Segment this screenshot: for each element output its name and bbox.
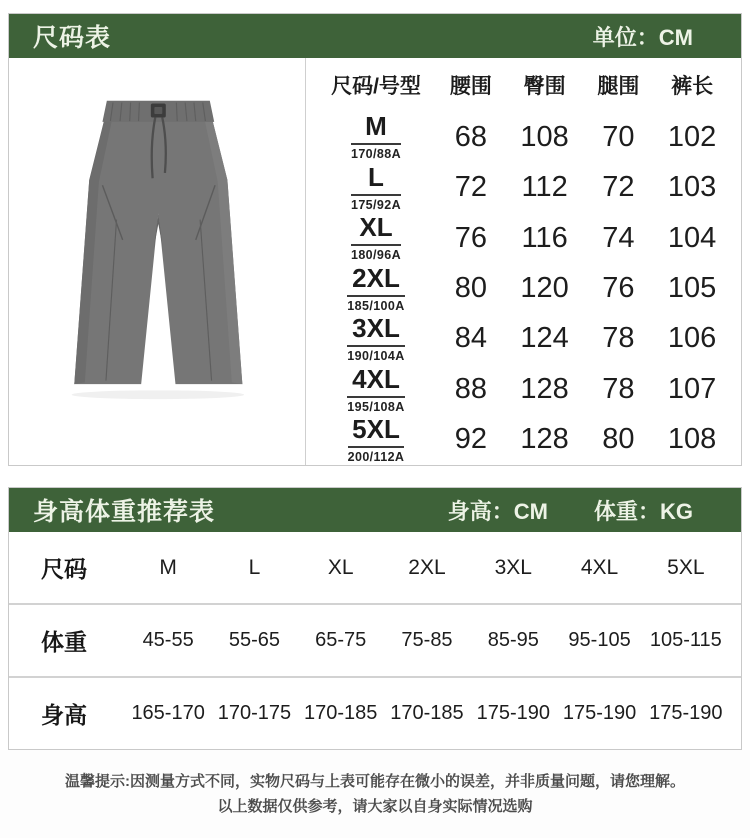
size-chart-title: 尺码表	[33, 24, 112, 52]
leg-value: 78	[602, 372, 635, 405]
hip-value: 124	[520, 322, 569, 355]
size-cell: $\frac{M}{170/88A}$	[350, 111, 402, 162]
waist-value: 84	[454, 322, 487, 355]
size-value: 4XL	[580, 555, 619, 579]
size-value: 3XL	[494, 555, 532, 579]
size-cell: $\frac{2XL}{185/100A}$	[347, 262, 405, 313]
length-value: 104	[667, 221, 717, 254]
leg-value: 76	[602, 271, 635, 304]
leg-value: 72	[602, 171, 635, 204]
height-unit-label: 身高：CM	[447, 498, 548, 524]
hip-value: 116	[521, 221, 568, 254]
weight-range: 75-85	[401, 629, 453, 651]
height-range: 170-175	[217, 702, 292, 724]
size-table-col-leg: 腿围	[597, 75, 640, 98]
length-value: 108	[667, 423, 717, 456]
size-chart-card	[8, 13, 742, 466]
size-cell: $\frac{XL}{180/96A}$	[350, 212, 402, 263]
weight-range: 105-115	[649, 629, 722, 651]
leg-value: 78	[602, 322, 635, 355]
length-value: 102	[667, 120, 717, 153]
waist-value: 88	[454, 372, 487, 405]
size-value: 5XL	[667, 555, 705, 579]
height-range: 170-185	[390, 702, 464, 724]
size-table-col-size: 尺码/号型	[331, 75, 421, 98]
weight-range: 55-65	[228, 629, 280, 651]
disclaimer	[0, 750, 750, 838]
height-range: 170-185	[304, 702, 378, 724]
waist-value: 72	[454, 171, 487, 204]
recommendation-table	[9, 532, 741, 749]
hip-value: 128	[520, 423, 569, 456]
size-value: L	[248, 555, 261, 579]
waist-value: 80	[454, 271, 487, 304]
height-range: 175-190	[562, 702, 637, 724]
weight-range: 85-95	[487, 629, 539, 651]
length-value: 106	[667, 322, 717, 355]
recommendation-header-bar	[9, 488, 741, 532]
weight-unit-label: 体重：KG	[593, 498, 693, 524]
size-cell: $\frac{3XL}{190/104A}$	[347, 313, 405, 364]
gray-pants-image	[25, 92, 289, 409]
height-range: 165-170	[131, 702, 205, 724]
waist-value: 68	[454, 120, 487, 153]
weight-range: 65-75	[315, 629, 367, 651]
recommendation-card	[8, 487, 742, 750]
disclaimer-line2: 以上数据仅供参考，请大家以自身实际情况选购	[217, 797, 533, 815]
height-range: 175-190	[476, 702, 550, 724]
size-cell: $\frac{4XL}{195/108A}$	[347, 363, 405, 414]
size-row-label: 尺码	[41, 556, 87, 582]
length-value: 103	[667, 171, 717, 204]
disclaimer-line1: 温馨提示:因测量方式不同，实物尺码与上表可能存在微小的误差，并非质量问题，请您理解。	[65, 772, 685, 790]
height-row	[9, 676, 741, 749]
size-cell: $\frac{L}{175/92A}$	[350, 161, 402, 212]
weight-range: 45-55	[142, 629, 194, 651]
product-photo-panel	[9, 58, 306, 465]
waist-value: 92	[454, 423, 487, 456]
size-table	[306, 58, 741, 465]
height-range: 175-190	[649, 702, 723, 724]
leg-value: 70	[602, 120, 635, 153]
hip-value: 108	[520, 120, 569, 153]
recommendation-title: 身高体重推荐表	[33, 498, 216, 526]
waist-value: 76	[454, 221, 487, 254]
hip-value: 112	[521, 171, 568, 204]
leg-value: 80	[602, 423, 635, 456]
size-value: 2XL	[408, 555, 446, 579]
leg-value: 74	[602, 221, 635, 254]
length-value: 107	[667, 372, 717, 405]
size-chart-body	[9, 58, 741, 465]
weight-row-label: 体重	[41, 629, 87, 655]
height-row-label: 身高	[41, 702, 87, 728]
hip-value: 128	[520, 372, 569, 405]
size-table-col-length: 裤长	[671, 75, 714, 98]
size-row	[9, 532, 741, 603]
size-chart-unit-label: 单位：CM	[592, 24, 693, 50]
size-value: M	[159, 555, 177, 579]
size-table-col-hip: 臀围	[523, 75, 566, 98]
hip-value: 120	[520, 271, 569, 304]
size-value: XL	[327, 555, 354, 579]
weight-range: 95-105	[568, 629, 631, 651]
size-table-col-waist: 腰围	[449, 75, 492, 98]
size-chart-header-bar	[9, 14, 741, 58]
weight-row	[9, 603, 741, 676]
size-cell: $\frac{5XL}{200/112A}$	[347, 414, 405, 465]
length-value: 105	[667, 271, 717, 304]
